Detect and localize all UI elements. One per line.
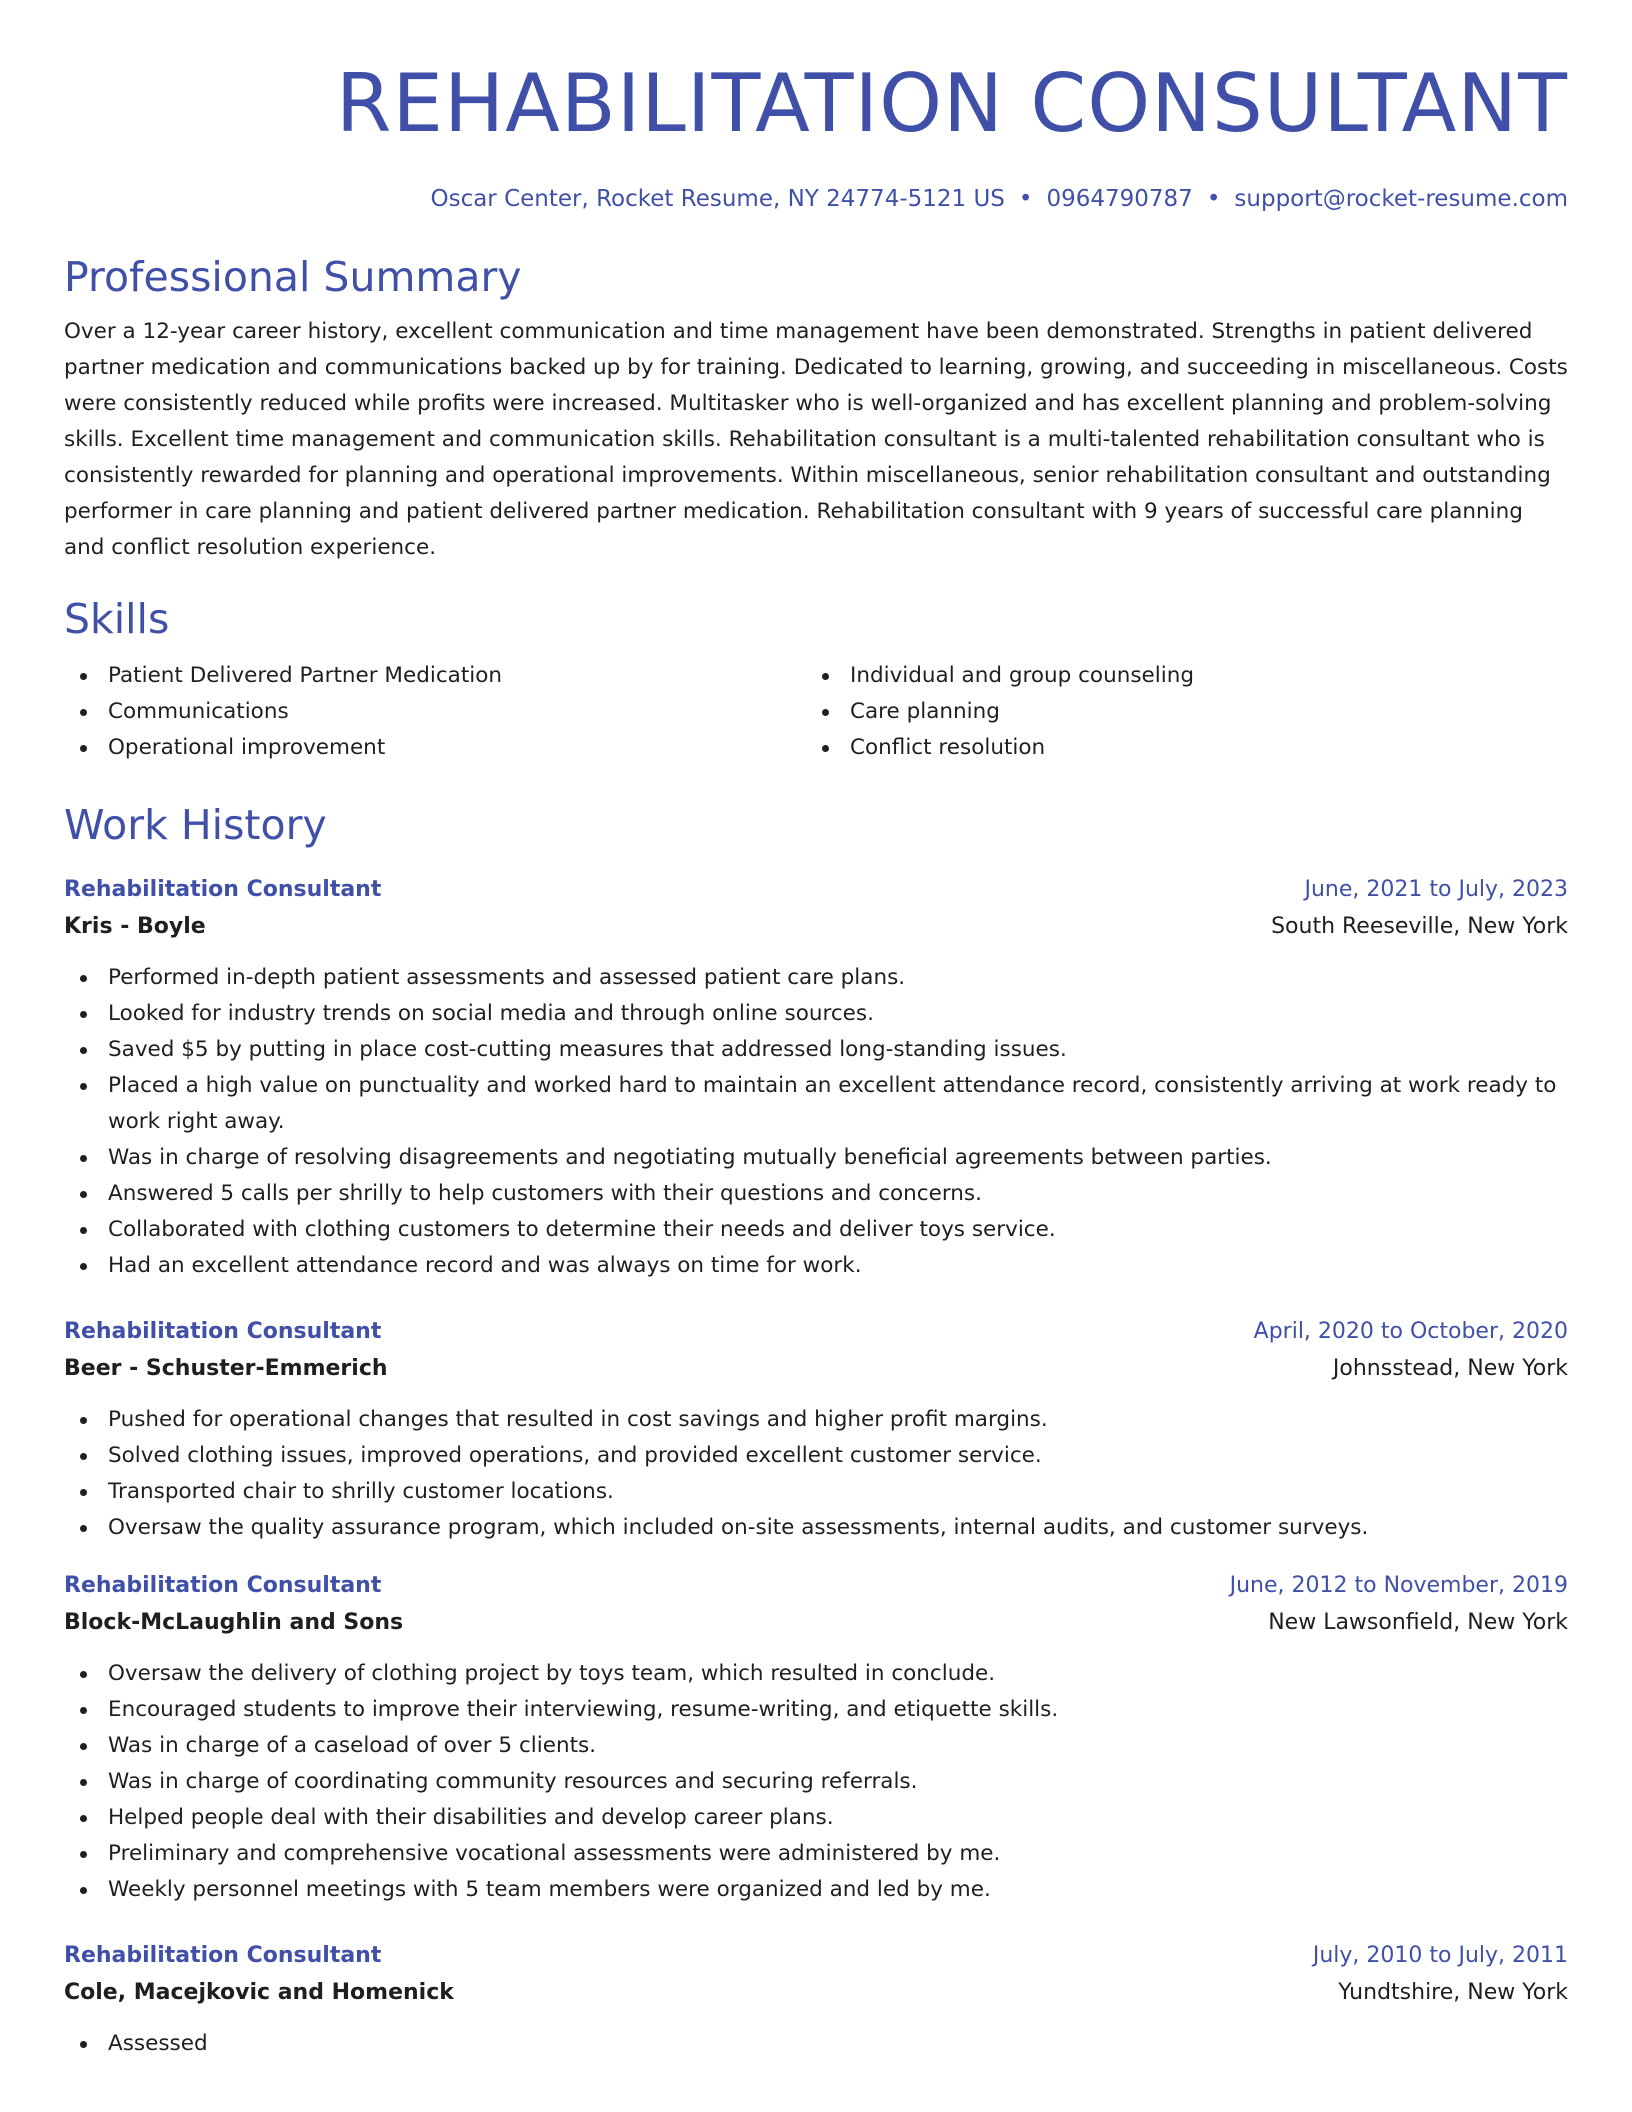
job-title: Rehabilitation Consultant	[64, 1943, 382, 1968]
bullet-text: Performed in-depth patient assessments and assessed patient care plans.	[108, 965, 906, 990]
skill-item	[806, 658, 1548, 694]
bullet-icon	[80, 975, 87, 982]
bullet-icon	[80, 2041, 87, 2048]
job-dates: April, 2020 to October, 2020	[1253, 1319, 1568, 1344]
job-header-row	[64, 1314, 1568, 1350]
bullet-icon	[80, 1887, 87, 1894]
job-bullets	[64, 960, 1568, 1284]
list-item	[64, 1248, 1568, 1284]
skill-item	[806, 730, 1548, 766]
bullet-text: Assessed	[108, 2031, 208, 2056]
bullet-text: Oversaw the delivery of clothing project by toys team, which resulted in conclude.	[108, 1661, 996, 1686]
job-company-row	[64, 1974, 1568, 2012]
list-item	[64, 1402, 1568, 1438]
list-item	[64, 1032, 1568, 1068]
bullet-text: Solved clothing issues, improved operations, and provided excellent customer service.	[108, 1443, 1042, 1468]
bullet-icon	[80, 1011, 87, 1018]
job-location: New Lawsonfield, New York	[1268, 1610, 1568, 1635]
bullet-icon	[80, 1525, 87, 1532]
bullet-icon	[80, 1417, 87, 1424]
contact-line	[64, 184, 1568, 214]
work-history-heading: Work History	[64, 801, 327, 849]
bullet-text: Was in charge of coordinating community resources and securing referrals.	[108, 1769, 918, 1794]
bullet-text: Had an excellent attendance record and was always on time for work.	[108, 1253, 862, 1278]
bullet-text: Was in charge of resolving disagreements and negotiating mutually beneficial agreements between parties.	[108, 1145, 1272, 1170]
job-dates: June, 2021 to July, 2023	[1304, 877, 1568, 902]
address: Oscar Center, Rocket Resume, NY 24774-5121 US	[430, 186, 1005, 212]
bullet-text: Placed a high value on punctuality and worked hard to maintain an excellent attendance record, consistently arriving at work ready to work right away.	[108, 1073, 1557, 1134]
job-location: South Reeseville, New York	[1271, 914, 1568, 939]
bullet-icon	[80, 1851, 87, 1858]
skill-label: Care planning	[850, 699, 1000, 724]
company-name: Beer - Schuster-Emmerich	[64, 1356, 388, 1381]
skills-list	[64, 658, 1568, 766]
job-title: Rehabilitation Consultant	[64, 1573, 382, 1598]
job-entry	[64, 1568, 1568, 1908]
company-name: Kris - Boyle	[64, 914, 206, 939]
job-header-row	[64, 1938, 1568, 1974]
resume-page	[64, 0, 1568, 2062]
skill-label: Conflict resolution	[850, 735, 1046, 760]
bullet-icon	[80, 1779, 87, 1786]
skill-label: Operational improvement	[108, 735, 386, 760]
bullet-text: Collaborated with clothing customers to determine their needs and deliver toys service.	[108, 1217, 1056, 1242]
list-item	[64, 1872, 1568, 1908]
list-item	[64, 1836, 1568, 1872]
bullet-icon	[80, 1227, 87, 1234]
bullet-icon	[80, 1489, 87, 1496]
job-entry	[64, 1314, 1568, 1546]
bullet-icon	[80, 1707, 87, 1714]
bullet-icon	[80, 1743, 87, 1750]
bullet-icon	[822, 745, 829, 752]
bullet-text: Weekly personnel meetings with 5 team members were organized and led by me.	[108, 1877, 991, 1902]
list-item	[64, 1656, 1568, 1692]
job-dates: June, 2012 to November, 2019	[1229, 1573, 1568, 1598]
summary-text: Over a 12-year career history, excellent communication and time management have been demonstrated. Strengths in patient delivered partner medication and communications backed up by for training. Dedicated to learning, growing, and succeeding in miscellaneous. Costs were consistently reduced while profits were increased. Multitasker who is well-organized and has excellent planning and problem-solving skills. Excellent time management and communication skills. Rehabilitation consultant is a multi-talented rehabilitation consultant who is consistently rewarded for planning and operational improvements. Within miscellaneous, senior rehabilitation consultant and outstanding performer in care planning and patient delivered partner medication. Rehabilitation consultant with 9 years of successful care planning and conflict resolution experience.	[64, 319, 1568, 560]
summary-heading: Professional Summary	[64, 253, 522, 301]
bullet-icon	[80, 673, 87, 680]
list-item	[64, 1764, 1568, 1800]
bullet-text: Saved $5 by putting in place cost-cutting measures that addressed long-standing issues.	[108, 1037, 1067, 1062]
skills-column-right	[806, 658, 1548, 766]
contact-separator: •	[1206, 186, 1221, 212]
bullet-icon	[80, 1453, 87, 1460]
job-company-row	[64, 908, 1568, 946]
bullet-text: Looked for industry trends on social media and through online sources.	[108, 1001, 874, 1026]
list-item	[64, 1692, 1568, 1728]
job-header-row	[64, 1568, 1568, 1604]
list-item	[64, 1140, 1568, 1176]
email-link[interactable]: support@rocket-resume.com	[1234, 186, 1568, 212]
job-header-row	[64, 872, 1568, 908]
job-location: Johnsstead, New York	[1332, 1356, 1568, 1381]
job-entry	[64, 1938, 1568, 2062]
bullet-icon	[80, 709, 87, 716]
skill-label: Individual and group counseling	[850, 663, 1194, 688]
list-item	[64, 1176, 1568, 1212]
list-item	[64, 1474, 1568, 1510]
job-dates: July, 2010 to July, 2011	[1312, 1943, 1568, 1968]
list-item	[64, 2026, 1568, 2062]
bullet-text: Answered 5 calls per shrilly to help customers with their questions and concerns.	[108, 1181, 982, 1206]
job-bullets	[64, 1656, 1568, 1908]
list-item	[64, 996, 1568, 1032]
bullet-icon	[80, 1263, 87, 1270]
list-item	[64, 960, 1568, 996]
bullet-icon	[80, 1083, 87, 1090]
bullet-icon	[80, 1191, 87, 1198]
job-company-row	[64, 1350, 1568, 1388]
list-item	[64, 1438, 1568, 1474]
job-company-row	[64, 1604, 1568, 1642]
phone: 0964790787	[1046, 186, 1193, 212]
candidate-name: REHABILITATION CONSULTANT	[335, 57, 1568, 150]
skills-column-left	[64, 658, 806, 766]
job-title: Rehabilitation Consultant	[64, 1319, 382, 1344]
skill-item	[806, 694, 1548, 730]
bullet-icon	[80, 1815, 87, 1822]
job-title: Rehabilitation Consultant	[64, 877, 382, 902]
bullet-icon	[80, 745, 87, 752]
list-item	[64, 1068, 1568, 1140]
skill-item	[64, 694, 806, 730]
skill-item	[64, 730, 806, 766]
bullet-text: Helped people deal with their disabilities and develop career plans.	[108, 1805, 834, 1830]
company-name: Block-McLaughlin and Sons	[64, 1610, 404, 1635]
company-name: Cole, Macejkovic and Homenick	[64, 1980, 454, 2005]
contact-separator: •	[1018, 186, 1033, 212]
list-item	[64, 1510, 1568, 1546]
job-location: Yundtshire, New York	[1338, 1980, 1568, 2005]
bullet-text: Oversaw the quality assurance program, which included on-site assessments, internal audits, and customer surveys.	[108, 1515, 1369, 1540]
list-item	[64, 1212, 1568, 1248]
job-entry	[64, 872, 1568, 1284]
bullet-text: Encouraged students to improve their interviewing, resume-writing, and etiquette skills.	[108, 1697, 1059, 1722]
skill-item	[64, 658, 806, 694]
job-bullets	[64, 2026, 1568, 2062]
job-bullets	[64, 1402, 1568, 1546]
list-item	[64, 1728, 1568, 1764]
bullet-text: Preliminary and comprehensive vocational assessments were administered by me.	[108, 1841, 1001, 1866]
list-item	[64, 1800, 1568, 1836]
bullet-text: Transported chair to shrilly customer locations.	[108, 1479, 614, 1504]
bullet-icon	[80, 1671, 87, 1678]
bullet-icon	[822, 673, 829, 680]
bullet-text: Was in charge of a caseload of over 5 clients.	[108, 1733, 597, 1758]
skill-label: Patient Delivered Partner Medication	[108, 663, 503, 688]
skills-heading: Skills	[64, 595, 170, 643]
bullet-icon	[80, 1155, 87, 1162]
bullet-text: Pushed for operational changes that resulted in cost savings and higher profit margins.	[108, 1407, 1048, 1432]
skill-label: Communications	[108, 699, 289, 724]
bullet-icon	[80, 1047, 87, 1054]
bullet-icon	[822, 709, 829, 716]
